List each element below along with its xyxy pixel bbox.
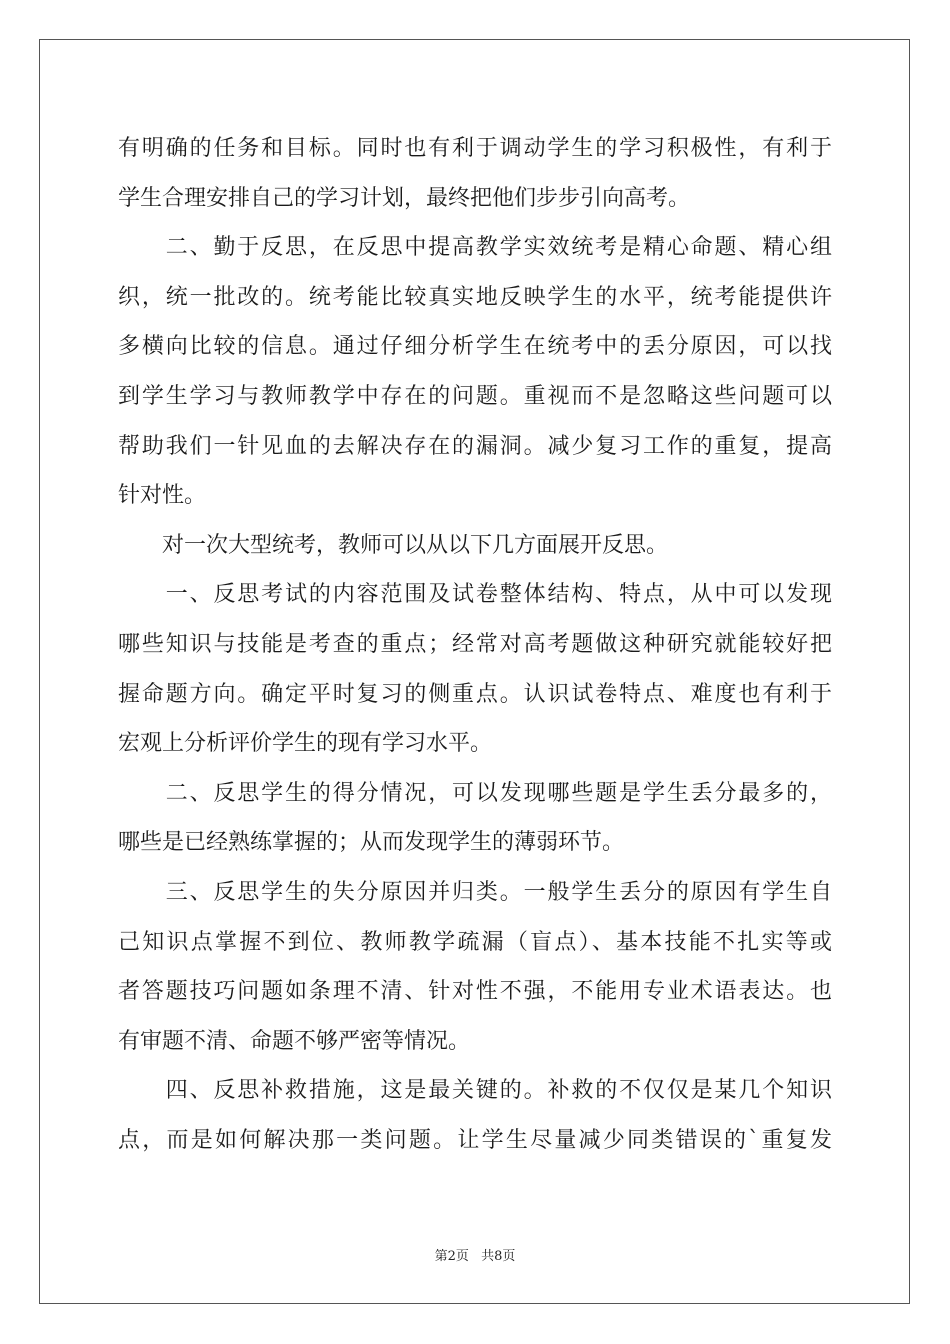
text-line: 二、勤于反思，在反思中提高教学实效统考是精心命题、精心组 (118, 235, 832, 261)
text-line: 者答题技巧问题如条理不清、针对性不强，不能用专业术语表达。也 (118, 979, 832, 1005)
total-pages-label: 共8页 (481, 1249, 516, 1264)
current-page-label: 第2页 (434, 1249, 469, 1264)
text-line: 学生合理安排自己的学习计划，最终把他们步步引向高考。 (118, 185, 691, 211)
text-line: 哪些是已经熟练掌握的；从而发现学生的薄弱环节。 (118, 830, 625, 856)
text-line: 针对性。 (118, 483, 207, 509)
text-line: 帮助我们一针见血的去解决存在的漏洞。减少复习工作的重复，提高 (118, 433, 832, 459)
text-line: 对一次大型统考，教师可以从以下几方面展开反思。 (118, 532, 669, 558)
text-line: 三、反思学生的失分原因并归类。一般学生丢分的原因有学生自 (118, 879, 832, 905)
text-line: 己知识点掌握不到位、教师教学疏漏（盲点）、基本技能不扎实等或 (118, 929, 832, 955)
text-line: 织，统一批改的。统考能比较真实地反映学生的水平，统考能提供许 (118, 284, 832, 310)
document-body (118, 124, 832, 1165)
page-footer (0, 1245, 950, 1264)
text-line: 有审题不清、命题不够严密等情况。 (118, 1028, 471, 1054)
text-line: 握命题方向。确定平时复习的侧重点。认识试卷特点、难度也有利于 (118, 681, 832, 707)
text-line: 哪些知识与技能是考查的重点；经常对高考题做这种研究就能较好把 (118, 631, 832, 657)
text-line: 有明确的任务和目标。同时也有利于调动学生的学习积极性，有利于 (118, 136, 832, 161)
text-line: 到学生学习与教师教学中存在的问题。重视而不是忽略这些问题可以 (118, 383, 832, 409)
text-line: 多横向比较的信息。通过仔细分析学生在统考中的丢分原因，可以找 (118, 334, 832, 360)
text-line: 一、反思考试的内容范围及试卷整体结构、特点，从中可以发现 (118, 582, 832, 608)
text-line: 宏观上分析评价学生的现有学习水平。 (118, 731, 493, 757)
text-line: 二、反思学生的得分情况，可以发现哪些题是学生丢分最多的， (118, 780, 832, 806)
text-line: 四、反思补救措施，这是最关键的。补救的不仅仅是某几个知识 (118, 1078, 832, 1104)
text-line: 点，而是如何解决那一类问题。让学生尽量减少同类错误的`重复发 (118, 1127, 832, 1153)
